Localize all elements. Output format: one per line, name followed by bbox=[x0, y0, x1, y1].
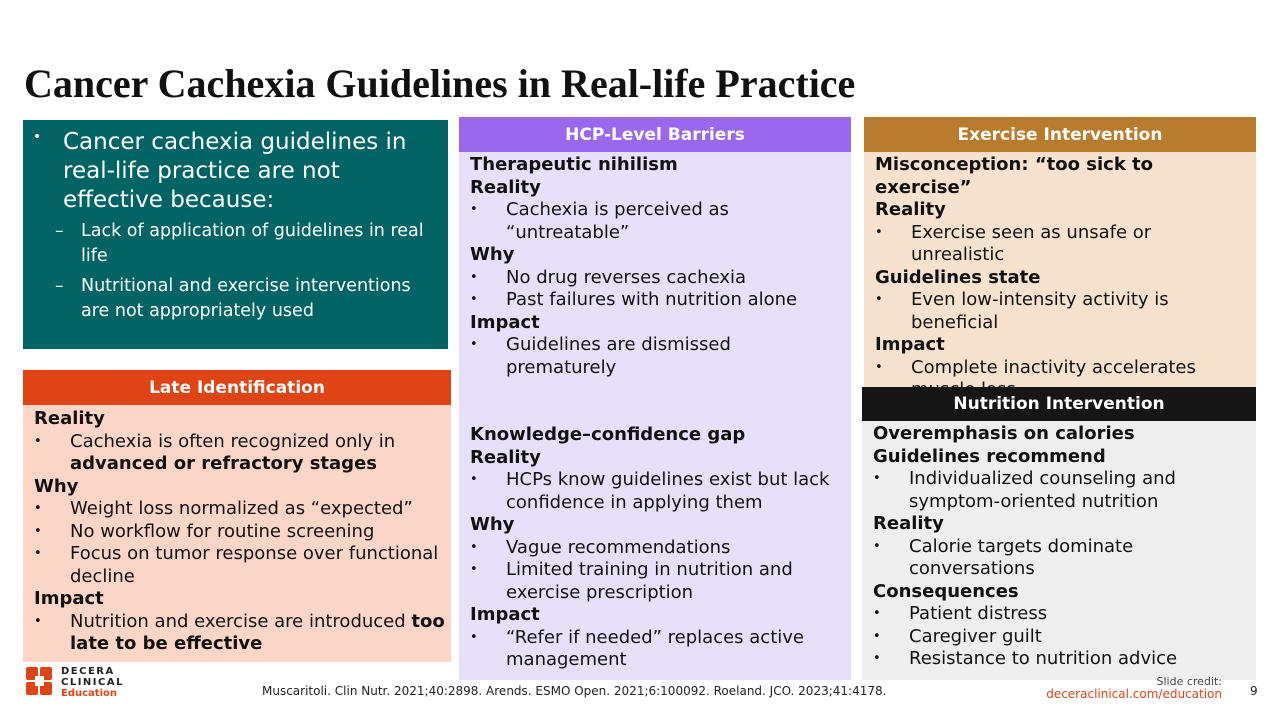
list-item: • Calorie targets dominate conversations bbox=[873, 536, 1250, 581]
section-heading: Impact bbox=[470, 604, 540, 625]
list-item: • Exercise seen as unsafe or unrealistic bbox=[875, 222, 1250, 267]
late-identification-box bbox=[23, 370, 451, 662]
section-heading: Why bbox=[34, 475, 79, 497]
list-item: • No drug reverses cachexia bbox=[470, 267, 845, 290]
hcp-barriers-header: HCP-Level Barriers bbox=[459, 117, 851, 152]
bullet-icon: • bbox=[33, 129, 42, 145]
logo-text: CLINICAL bbox=[61, 677, 124, 688]
subsection-title: Knowledge–confidence gap bbox=[470, 424, 746, 445]
list-item: • Nutrition and exercise are introduced too late to be effective bbox=[34, 611, 445, 656]
credit-link[interactable]: deceraclinical.com/education bbox=[1046, 687, 1222, 701]
late-identification-content bbox=[34, 408, 445, 656]
section-heading: Reality bbox=[875, 199, 946, 220]
list-item: • Complete inactivity accelerates bbox=[875, 357, 1250, 402]
list-item: • Vague recommendations bbox=[470, 537, 845, 560]
list-item: • Focus on tumor response over functional decline bbox=[34, 543, 445, 588]
section-heading: Guidelines state bbox=[875, 266, 1041, 288]
list-item: • Patient distress bbox=[873, 603, 1250, 626]
summary-main-text: Cancer cachexia guidelines in real-life practice are not effective because: bbox=[63, 129, 407, 213]
section-heading: Impact bbox=[875, 334, 945, 355]
section-heading: Reality bbox=[470, 446, 541, 468]
credit-label: Slide credit: bbox=[1156, 675, 1222, 688]
list-item: • Past failures with nutrition alone bbox=[470, 289, 845, 312]
section-heading: Reality bbox=[873, 513, 944, 534]
hcp-barriers-box bbox=[459, 117, 851, 680]
nutrition-intervention-header: Nutrition Intervention bbox=[862, 387, 1256, 421]
section-heading: Consequences bbox=[873, 580, 1019, 602]
section-heading: Why bbox=[470, 244, 515, 265]
citation: Muscaritoli. Clin Nutr. 2021;40:2898. Arends. ESMO Open. 2021;6:100092. Roeland. JCO. 2023;41:4178. bbox=[262, 684, 887, 698]
section-heading: Why bbox=[470, 514, 515, 535]
decera-logo bbox=[26, 666, 136, 700]
subsection-title: Overemphasis on calories bbox=[873, 423, 1135, 444]
list-item: • Weight loss normalized as “expected” bbox=[34, 498, 445, 521]
section-heading: Guidelines recommend bbox=[873, 445, 1106, 467]
summary-sub-item: – Lack of application of guidelines in real life bbox=[55, 219, 436, 269]
summary-box bbox=[23, 120, 448, 349]
exercise-intervention-box bbox=[864, 117, 1256, 387]
section-heading: Reality bbox=[470, 176, 541, 198]
list-item: • Individualized counseling and symptom-oriented nutrition bbox=[873, 468, 1250, 513]
slide-credit bbox=[1046, 675, 1222, 701]
section-heading: Impact bbox=[470, 311, 540, 333]
nutrition-intervention-content bbox=[873, 423, 1250, 671]
list-item: • Caregiver guilt bbox=[873, 626, 1250, 649]
late-identification-header: Late Identification bbox=[23, 370, 451, 405]
list-item: • HCPs know guidelines exist but lack confidence in applying them bbox=[470, 469, 845, 514]
subsection-title: Therapeutic nihilism bbox=[470, 154, 678, 175]
list-item: • Cachexia is often recognized only in advanced or refractory stages bbox=[34, 431, 445, 476]
logo-text: DECERA bbox=[61, 666, 115, 677]
page-number: 9 bbox=[1250, 684, 1258, 698]
exercise-intervention-content bbox=[875, 154, 1250, 402]
section-heading: Reality bbox=[34, 408, 105, 429]
list-item: • “Refer if needed” replaces active management bbox=[470, 627, 845, 672]
list-item: • Guidelines are dismissed prematurely bbox=[470, 334, 845, 379]
summary-sub-list bbox=[55, 219, 436, 329]
list-item: • Cachexia is perceived as “untreatable” bbox=[470, 199, 845, 244]
list-item: • Limited training in nutrition and exercise prescription bbox=[470, 559, 845, 604]
hcp-barriers-content bbox=[470, 154, 845, 672]
exercise-intervention-header: Exercise Intervention bbox=[864, 117, 1256, 152]
logo-text: Education bbox=[61, 688, 117, 699]
list-item: • Resistance to nutrition advice bbox=[873, 648, 1250, 671]
section-heading: Impact bbox=[34, 588, 104, 609]
list-item: • Even low-intensity activity is beneficial bbox=[875, 289, 1250, 334]
nutrition-intervention-box bbox=[862, 387, 1256, 680]
slide-title: Cancer Cachexia Guidelines in Real-life Practice bbox=[24, 61, 856, 106]
list-item: • No workflow for routine screening bbox=[34, 521, 445, 544]
decera-logo-icon bbox=[26, 667, 53, 696]
summary-sub-item: – Nutritional and exercise interventions are not appropriately used bbox=[55, 274, 436, 324]
subsection-title: Misconception: “too sick to exercise” bbox=[875, 154, 1154, 198]
